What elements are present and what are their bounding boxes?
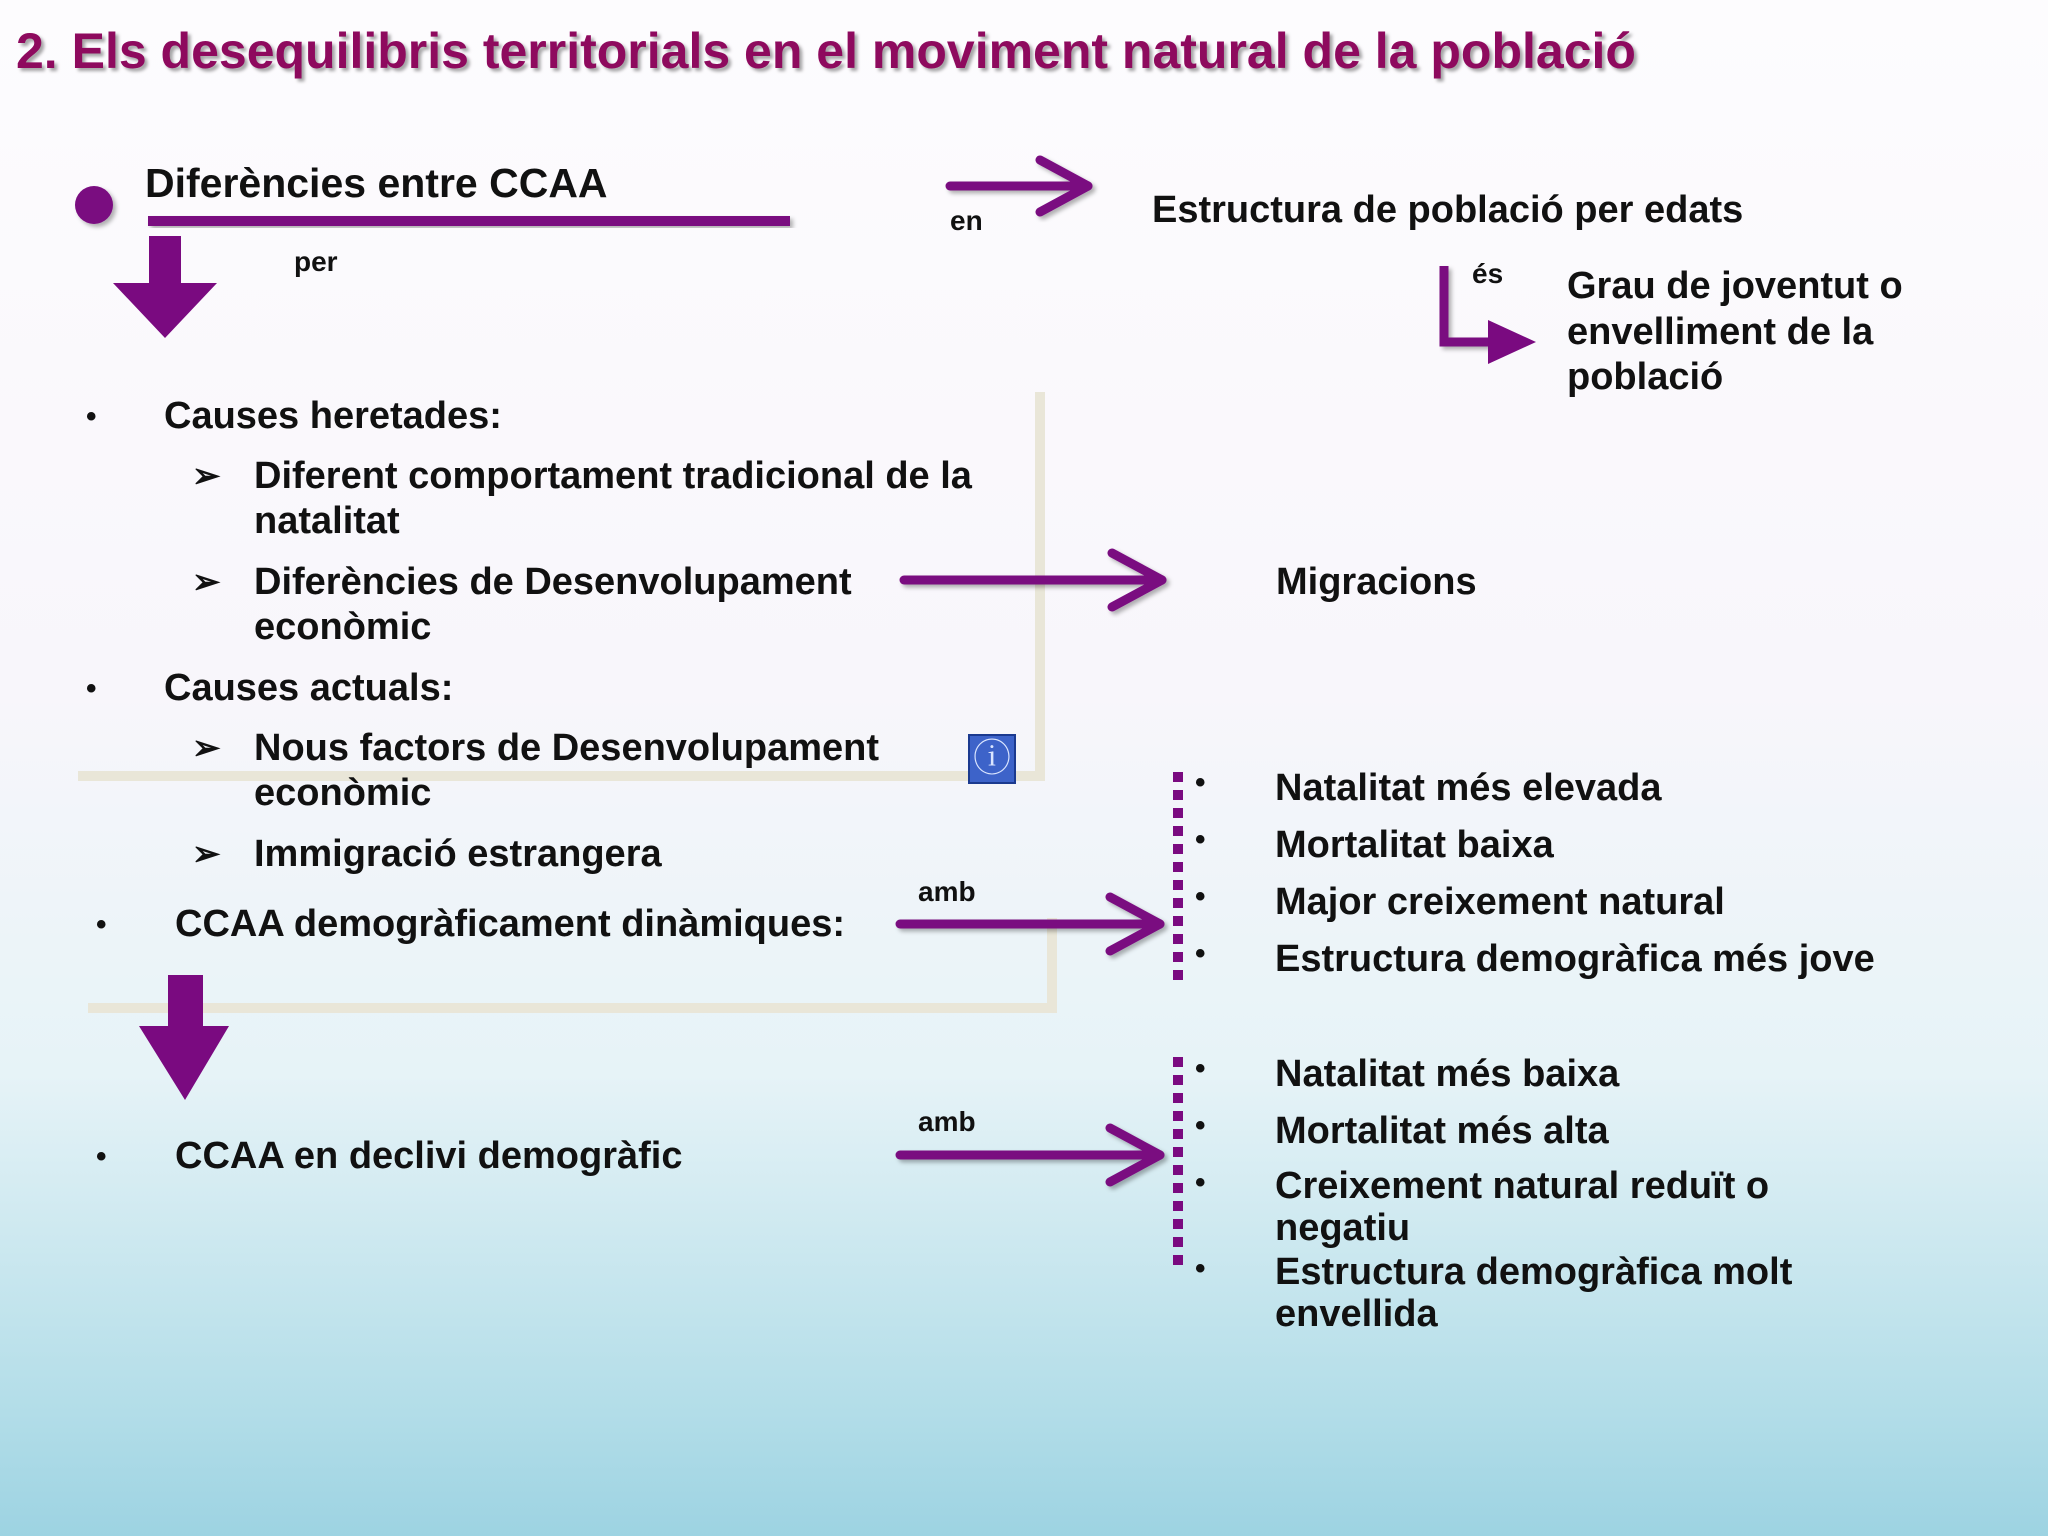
cause-item: Immigració estrangera <box>254 833 662 875</box>
heading-underline <box>148 216 790 226</box>
bullet: • <box>1195 1166 1206 1199</box>
bullet: • <box>1195 1052 1206 1085</box>
heading-differencies: Diferències entre CCAA <box>145 160 608 206</box>
list-item: Major creixement natural <box>1275 881 1725 923</box>
bullet: • <box>96 908 107 941</box>
bullet: • <box>1195 880 1206 913</box>
arrow-bullet-icon: ➢ <box>192 729 221 767</box>
cause-item: Diferent comportament tradicional de la natalitat <box>254 455 972 542</box>
bullet: • <box>1195 1252 1206 1285</box>
bullet: • <box>1195 937 1206 970</box>
grau-label: Grau de joventut o envelliment de la població <box>1567 265 1903 399</box>
down-arrow-icon <box>113 236 217 338</box>
declivi-label: CCAA en declivi demogràfic <box>175 1135 683 1177</box>
bullet: • <box>1195 823 1206 856</box>
elbow-arrow-head-icon <box>1488 320 1536 364</box>
arrow-bullet-icon: ➢ <box>192 835 221 873</box>
connector-es: és <box>1472 258 1504 289</box>
bullet: • <box>86 400 97 433</box>
cause-item: Diferències de Desenvolupament econòmic <box>254 561 852 648</box>
arrow-bullet-icon: ➢ <box>192 563 221 601</box>
list-item: Natalitat més baixa <box>1275 1053 1620 1095</box>
right-arrow-icon <box>904 553 1162 607</box>
causes-actuals-label: Causes actuals: <box>164 667 454 709</box>
cause-item: Nous factors de Desenvolupament econòmic <box>254 727 880 814</box>
down-arrow-icon <box>139 975 229 1100</box>
heading-dot <box>75 186 113 224</box>
connector-per: per <box>294 246 338 277</box>
list-item: Creixement natural reduït o negatiu <box>1275 1165 1770 1249</box>
migracions-label: Migracions <box>1276 561 1477 603</box>
structure-label: Estructura de població per edats <box>1152 189 1744 231</box>
dinamiques-label: CCAA demogràficament dinàmiques: <box>175 903 846 945</box>
bullet: • <box>86 672 97 705</box>
list-item: Estructura demogràfica més jove <box>1275 938 1875 980</box>
connector-amb: amb <box>918 1106 976 1137</box>
page-title: 2. Els desequilibris territorials en el moviment natural de la població <box>16 23 1636 79</box>
bullet: • <box>1195 1109 1206 1142</box>
info-icon[interactable] <box>968 734 1016 784</box>
info-glyph: ⓘ <box>972 738 1011 780</box>
connector-en: en <box>950 205 983 236</box>
causes-heretades-label: Causes heretades: <box>164 395 502 437</box>
list-item: Natalitat més elevada <box>1275 767 1662 809</box>
arrow-bullet-icon: ➢ <box>192 457 221 495</box>
connector-amb: amb <box>918 876 976 907</box>
bullet: • <box>1195 766 1206 799</box>
list-item: Estructura demogràfica molt envellida <box>1275 1251 1793 1335</box>
list-item: Mortalitat més alta <box>1275 1110 1609 1152</box>
list-item: Mortalitat baixa <box>1275 824 1554 866</box>
bullet: • <box>96 1140 107 1173</box>
